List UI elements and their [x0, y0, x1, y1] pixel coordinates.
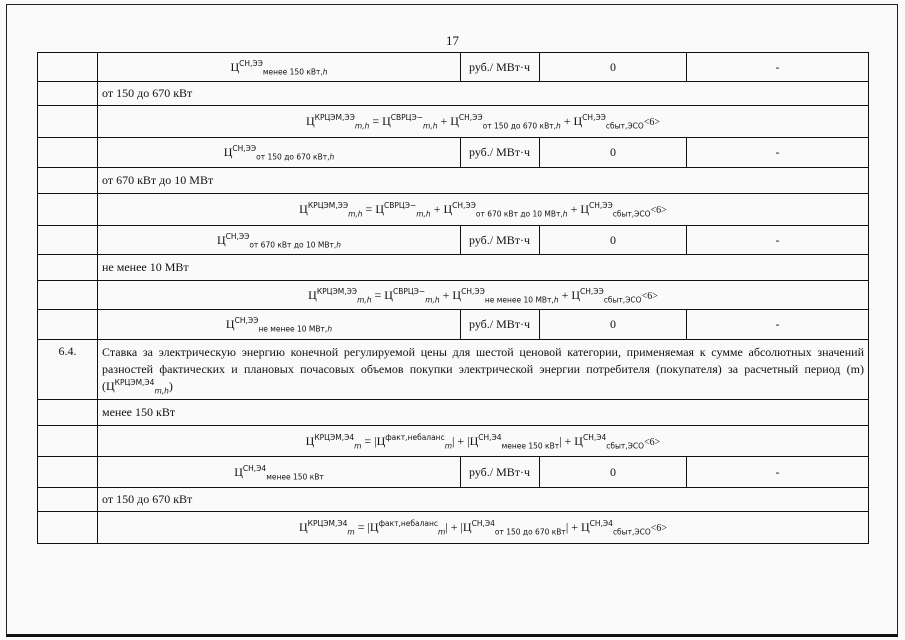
table-row: [38, 488, 869, 512]
number-cell: [38, 82, 98, 106]
indicator-name: $Ц^{СН,Э4}_{менее 150 кВт}$: [98, 457, 461, 488]
value-cell: 0: [540, 53, 687, 82]
unit-cell: руб./ МВт·ч: [461, 457, 540, 488]
number-cell: [38, 255, 98, 281]
formula: $Ц^{КРЦЭМ,ЭЭ}_{m,h} = Ц^{СВРЦЭ-}_{m,h} + Ц^{СН,ЭЭ}_{от 150 до 670 кВт,h} + Ц^{СН,ЭЭ}_{сбыт,ЭСО}<6>$: [98, 106, 869, 138]
unit-cell: руб./ МВт·ч: [461, 53, 540, 82]
number-cell: [38, 194, 98, 226]
number-cell: [38, 488, 98, 512]
value-cell: 0: [540, 226, 687, 255]
number-cell: [38, 310, 98, 340]
subgroup-label: от 670 кВт до 10 МВт: [98, 168, 869, 194]
number-cell: [38, 168, 98, 194]
table-row: [38, 512, 869, 544]
item-number: 6.4.: [38, 340, 98, 400]
dash-cell: -: [687, 226, 869, 255]
number-cell: [38, 53, 98, 82]
table-row: [38, 426, 869, 457]
table-row: [38, 53, 869, 82]
subgroup-label: от 150 до 670 кВт: [98, 82, 869, 106]
number-cell: [38, 400, 98, 426]
table-row: [38, 168, 869, 194]
indicator-name: $Ц^{СН,ЭЭ}_{от 150 до 670 кВт,h}$: [98, 138, 461, 168]
dash-cell: -: [687, 138, 869, 168]
indicator-name: $Ц^{СН,ЭЭ}_{от 670 кВт до 10 МВт,h}$: [98, 226, 461, 255]
page-number: 17: [446, 33, 459, 48]
value-cell: 0: [540, 457, 687, 488]
table-row: [38, 340, 869, 400]
dash-cell: -: [687, 53, 869, 82]
table-row: [38, 226, 869, 255]
unit-cell: руб./ МВт·ч: [461, 138, 540, 168]
dash-cell: -: [687, 310, 869, 340]
value-cell: 0: [540, 310, 687, 340]
formula: $Ц^{КРЦЭМ,ЭЭ}_{m,h} = Ц^{СВРЦЭ-}_{m,h} + Ц^{СН,ЭЭ}_{от 670 кВт до 10 МВт,h} + Ц^{СН,ЭЭ}_{сбыт,ЭСО}<6>$: [98, 194, 869, 226]
indicator-name: $Ц^{СН,ЭЭ}_{менее 150 кВт,h}$: [98, 53, 461, 82]
table-row: [38, 281, 869, 310]
value-cell: 0: [540, 138, 687, 168]
table-row: [38, 457, 869, 488]
tariff-table: [37, 52, 869, 544]
table-row: [38, 106, 869, 138]
indicator-name: $Ц^{СН,ЭЭ}_{не менее 10 МВт,h}$: [98, 310, 461, 340]
number-cell: [38, 457, 98, 488]
table-row: [38, 138, 869, 168]
table-row: [38, 82, 869, 106]
formula: $Ц^{КРЦЭМ,Э4}_m = |Ц^{факт,небаланс}_m| + |Ц^{СН,Э4}_{от 150 до 670 кВт}| + Ц^{СН,Э4}_{сбыт,ЭСО}<6>$: [98, 512, 869, 544]
unit-cell: руб./ МВт·ч: [461, 226, 540, 255]
subgroup-label: от 150 до 670 кВт: [98, 488, 869, 512]
formula: $Ц^{КРЦЭМ,ЭЭ}_{m,h} = Ц^{СВРЦЭ-}_{m,h} + Ц^{СН,ЭЭ}_{не менее 10 МВт,h} + Ц^{СН,ЭЭ}_{сбыт,ЭСО}<6>$: [98, 281, 869, 310]
number-cell: [38, 226, 98, 255]
table-row: [38, 400, 869, 426]
number-cell: [38, 512, 98, 544]
number-cell: [38, 281, 98, 310]
table-row: [38, 310, 869, 340]
table-row: [38, 194, 869, 226]
table-row: [38, 255, 869, 281]
item-description: Ставка за электрическую энергию конечной регулируемой цены для шестой ценовой категории, применяемая к сумме абсолютных значений разностей фактических и плановых почасовых объемов покупки электрической энергии потребителя (покупателя) за расчетный период (m) $(Ц^{КРЦЭМ,Э4}_{m,h})$: [98, 340, 869, 400]
subgroup-label: не менее 10 МВт: [98, 255, 869, 281]
number-cell: [38, 106, 98, 138]
subgroup-label: менее 150 кВт: [98, 400, 869, 426]
dash-cell: -: [687, 457, 869, 488]
number-cell: [38, 426, 98, 457]
unit-cell: руб./ МВт·ч: [461, 310, 540, 340]
formula: $Ц^{КРЦЭМ,Э4}_m = |Ц^{факт,небаланс}_m| + |Ц^{СН,Э4}_{менее 150 кВт}| + Ц^{СН,Э4}_{сбыт,ЭСО}<6>$: [98, 426, 869, 457]
number-cell: [38, 138, 98, 168]
